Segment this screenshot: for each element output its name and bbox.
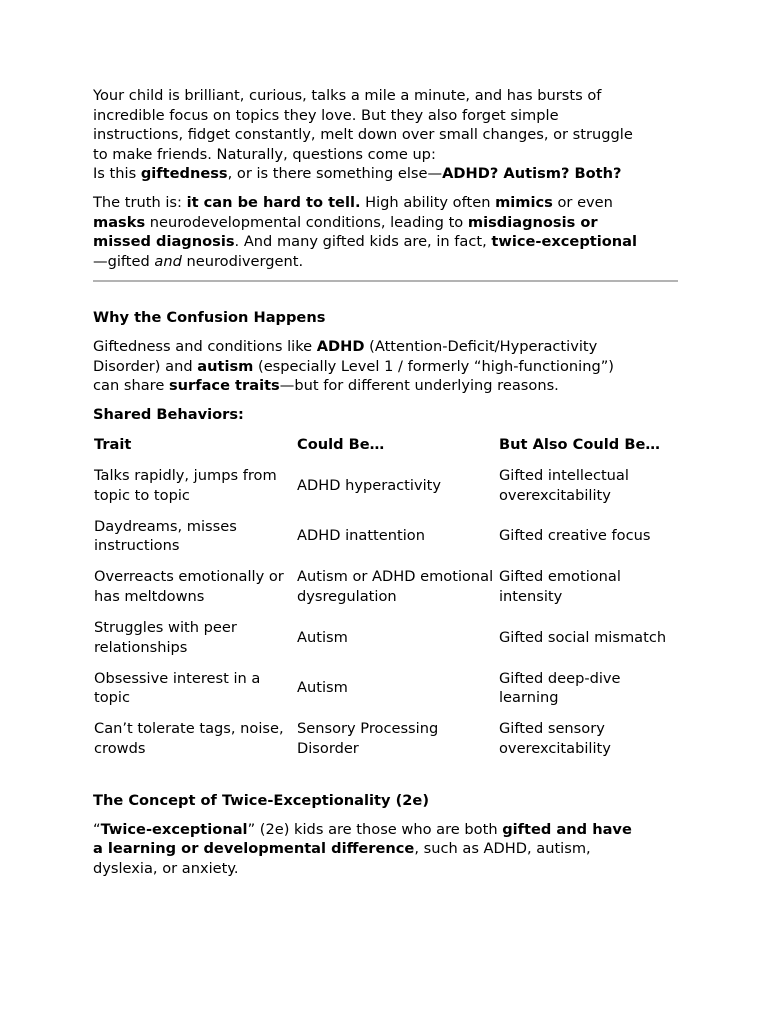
truth-text: —gifted (93, 252, 155, 270)
truth-text: neurodevelopmental conditions, leading to (145, 213, 468, 231)
shared-behaviors-table (93, 435, 678, 770)
but-also-cell: Gifted social mismatch (499, 628, 667, 646)
truth-italic: and (154, 252, 182, 270)
twice-bold: Twice-exceptional (100, 820, 248, 838)
table-row (93, 567, 678, 618)
table-row (93, 466, 678, 517)
trait-cell: Overreacts emotionally or has meltdowns (94, 568, 284, 605)
confusion-text: (especially Level 1 / formerly “high-functioning”) (253, 357, 614, 375)
could-be-cell: ADHD hyperactivity (297, 476, 441, 494)
confusion-heading: Why the Confusion Happens (93, 309, 326, 327)
truth-paragraph (93, 193, 678, 271)
section-divider (93, 280, 678, 282)
trait-cell: Struggles with peer relationships (94, 618, 237, 656)
confusion-text: can share (93, 377, 169, 395)
could-be-cell: Autism or ADHD emotional dysregulation (297, 568, 494, 605)
trait-cell: Can’t tolerate tags, noise, crowds (94, 720, 284, 757)
but-also-cell: Gifted creative focus (499, 527, 651, 545)
table-row (93, 517, 678, 568)
header-could-be: Could Be… (297, 436, 385, 454)
truth-bold: twice-exceptional (491, 233, 638, 251)
but-also-cell: Gifted intellectual overexcitability (499, 466, 629, 504)
trait-cell: Daydreams, misses instructions (94, 517, 237, 555)
could-be-cell: ADHD inattention (297, 527, 425, 545)
truth-bold: missed diagnosis (93, 233, 235, 251)
truth-bold: it can be hard to tell. (186, 193, 361, 211)
question-text: , or is there something else— (227, 165, 443, 183)
table-row (93, 669, 678, 720)
twice-exceptional-heading: The Concept of Twice-Exceptionality (2e) (93, 792, 429, 810)
could-be-cell: Sensory Processing Disorder (297, 720, 439, 757)
intro-line: Your child is brilliant, curious, talks a mile a minute, and has bursts of (93, 87, 602, 104)
truth-text: The truth is: (93, 193, 187, 211)
confusion-bold: surface traits (168, 377, 280, 395)
question-text: Is this (93, 165, 141, 183)
header-but-also: But Also Could Be… (499, 436, 660, 454)
truth-bold: misdiagnosis or (467, 213, 598, 231)
confusion-text: Giftedness and conditions like (93, 337, 317, 355)
twice-text: , such as ADHD, autism, (414, 840, 591, 858)
confusion-text: (Attention-Deficit/Hyperactivity (364, 337, 598, 355)
confusion-paragraph (93, 337, 678, 396)
shared-behaviors-label (93, 405, 678, 425)
table-header-row (93, 435, 678, 466)
trait-cell: Obsessive interest in a topic (94, 669, 261, 707)
could-be-cell: Autism (297, 679, 348, 697)
intro-line: incredible focus on topics they love. But they also forget simple (93, 106, 559, 124)
truth-bold: masks (93, 213, 146, 231)
twice-text: dyslexia, or anxiety. (93, 859, 239, 877)
confusion-text: Disorder) and (93, 357, 198, 375)
confusion-bold: autism (197, 357, 254, 375)
truth-text: neurodivergent. (181, 252, 304, 270)
could-be-cell: Autism (297, 628, 348, 646)
twice-text: ” (2e) kids are those who are both (247, 820, 503, 838)
trait-cell: Talks rapidly, jumps from topic to topic (94, 466, 277, 504)
intro-line: to make friends. Naturally, questions come up: (93, 145, 436, 163)
truth-text: High ability often (360, 193, 496, 211)
table-row (93, 618, 678, 669)
twice-exceptional-paragraph (93, 820, 678, 879)
document-content (93, 86, 678, 887)
header-trait: Trait (94, 436, 132, 454)
confusion-bold: ADHD (316, 337, 365, 355)
truth-text: . And many gifted kids are, in fact, (234, 233, 492, 251)
but-also-cell: Gifted emotional intensity (499, 568, 621, 605)
twice-bold: gifted and have (502, 820, 632, 838)
shared-behaviors-bold: Shared Behaviors: (93, 405, 244, 423)
intro-line: instructions, fidget constantly, melt down over small changes, or struggle (93, 126, 633, 144)
confusion-text: —but for different underlying reasons. (279, 377, 559, 395)
table-row (93, 719, 678, 770)
twice-text: “ (93, 820, 101, 838)
twice-bold: a learning or developmental difference (93, 840, 415, 858)
truth-text: or even (552, 193, 613, 211)
question-bold: ADHD? Autism? Both? (442, 165, 622, 183)
but-also-cell: Gifted deep-dive learning (499, 669, 621, 707)
but-also-cell: Gifted sensory overexcitability (499, 720, 611, 757)
intro-paragraph (93, 86, 678, 184)
question-bold: giftedness (140, 165, 228, 183)
truth-bold: mimics (495, 193, 553, 211)
